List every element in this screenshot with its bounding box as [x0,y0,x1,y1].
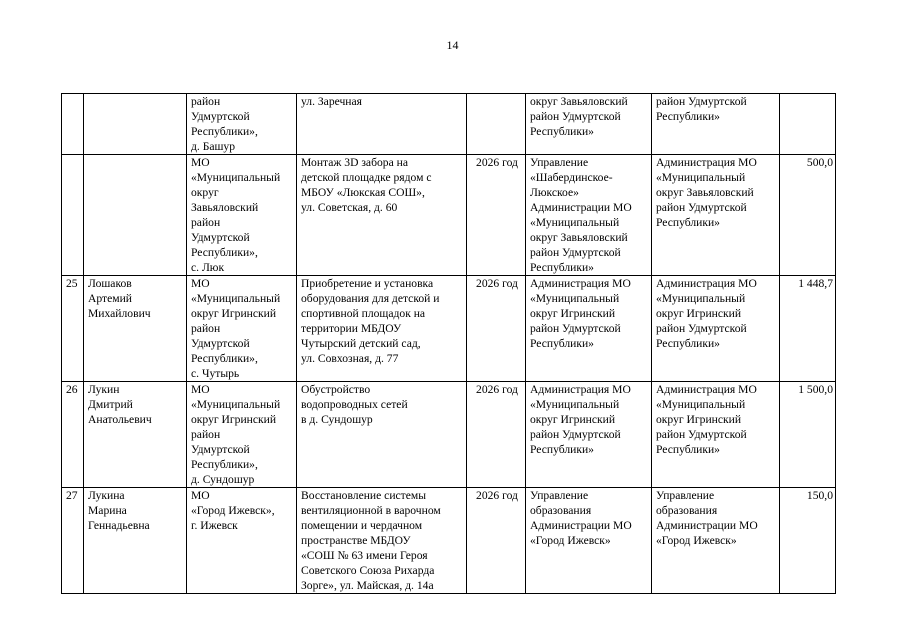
year-cell [467,94,526,155]
year-cell: 2026 год [467,488,526,594]
table-row [62,382,836,488]
grants-table [61,93,836,594]
municipality-cell: МО «Муниципальный округ Игринский район Удмуртской Республики», д. Сундошур [187,382,297,488]
municipality-cell: МО «Муниципальный округ Завьяловский район Удмуртской Республики», с. Люк [187,155,297,276]
page-number: 14 [446,38,459,52]
person-cell [84,94,187,155]
project-cell: Приобретение и установка оборудования для детской и спортивной площадок на территории МБДОУ Чутырский детский сад, ул. Совхозная, д. 77 [297,276,467,382]
person-cell: Лукина Марина Геннадьевна [84,488,187,594]
amount-cell [780,94,836,155]
table-row [62,488,836,594]
year-cell: 2026 год [467,276,526,382]
recipient-cell: Управление «Шабердинское- Люкское» Администрации МО «Муниципальный округ Завьяловский район Удмуртской Республики» [526,155,652,276]
row-number-cell [62,155,84,276]
table-row [62,276,836,382]
administrator-cell: Администрация МО «Муниципальный округ Завьяловский район Удмуртской Республики» [652,155,780,276]
amount-cell: 1 448,7 [780,276,836,382]
administrator-cell: Администрация МО «Муниципальный округ Игринский район Удмуртской Республики» [652,276,780,382]
row-number-cell: 25 [62,276,84,382]
row-number-cell [62,94,84,155]
recipient-cell: Управление образования Администрации МО «Город Ижевск» [526,488,652,594]
project-cell: Обустройство водопроводных сетей в д. Сундошур [297,382,467,488]
project-cell: Монтаж 3D забора на детской площадке рядом с МБОУ «Люкская СОШ», ул. Советская, д. 60 [297,155,467,276]
table-row [62,94,836,155]
recipient-cell: Администрация МО «Муниципальный округ Игринский район Удмуртской Республики» [526,276,652,382]
row-number-cell: 27 [62,488,84,594]
person-cell [84,155,187,276]
project-cell: Восстановление системы вентиляционной в варочном помещении и чердачном пространстве МБДОУ «СОШ № 63 имени Героя Советского Союза Рихарда Зорге», ул. Майская, д. 14а [297,488,467,594]
municipality-cell: МО «Город Ижевск», г. Ижевск [187,488,297,594]
row-number-cell: 26 [62,382,84,488]
municipality-cell: район Удмуртской Республики», д. Башур [187,94,297,155]
person-cell: Лукин Дмитрий Анатольевич [84,382,187,488]
municipality-cell: МО «Муниципальный округ Игринский район Удмуртской Республики», с. Чутырь [187,276,297,382]
administrator-cell: район Удмуртской Республики» [652,94,780,155]
recipient-cell: Администрация МО «Муниципальный округ Игринский район Удмуртской Республики» [526,382,652,488]
project-cell: ул. Заречная [297,94,467,155]
administrator-cell: Администрация МО «Муниципальный округ Игринский район Удмуртской Республики» [652,382,780,488]
person-cell: Лошаков Артемий Михайлович [84,276,187,382]
administrator-cell: Управление образования Администрации МО «Город Ижевск» [652,488,780,594]
amount-cell: 500,0 [780,155,836,276]
year-cell: 2026 год [467,382,526,488]
recipient-cell: округ Завьяловский район Удмуртской Республики» [526,94,652,155]
amount-cell: 150,0 [780,488,836,594]
table-row [62,155,836,276]
amount-cell: 1 500,0 [780,382,836,488]
year-cell: 2026 год [467,155,526,276]
